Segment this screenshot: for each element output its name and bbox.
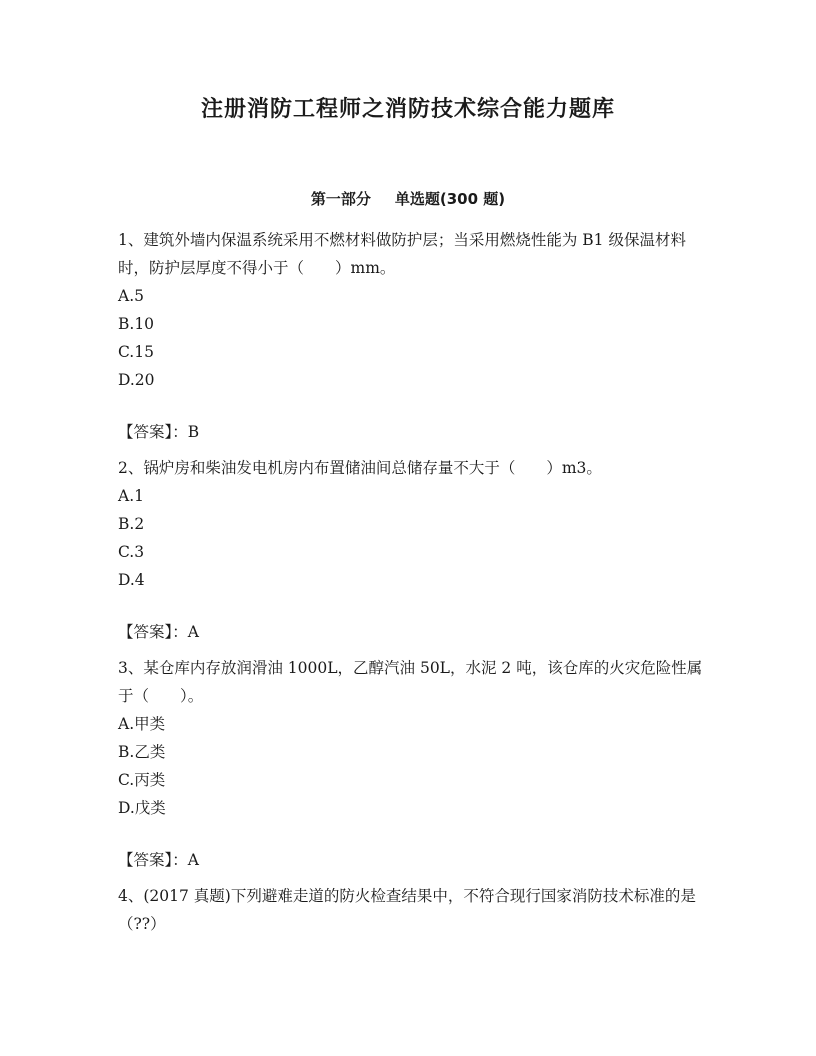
- option-a: A.甲类: [118, 715, 166, 733]
- section-part: 第一部分: [310, 190, 371, 208]
- answer-line: 【答案】：A: [118, 623, 199, 641]
- question-text: 1、建筑外墙内保温系统采用不燃材料做防护层；当采用燃烧性能为 B1 级保温材料时，防护层厚度不得小于（ ）mm。: [118, 231, 686, 277]
- question-text: 3、某仓库内存放润滑油 1000L，乙醇汽油 50L，水泥 2 吨，该仓库的火灾危险性属于（ ）。: [118, 659, 703, 705]
- answer-line: 【答案】：A: [118, 851, 199, 869]
- option-b: B.2: [118, 515, 145, 533]
- option-c: C.15: [118, 343, 154, 361]
- answer-line: 【答案】：B: [118, 423, 200, 441]
- question-list: [118, 226, 708, 938]
- option-c: C.丙类: [118, 771, 166, 789]
- question-block-2: [118, 454, 708, 646]
- option-b: B.乙类: [118, 743, 166, 761]
- question-text: 4、(2017 真题)下列避难走道的防火检查结果中，不符合现行国家消防技术标准的是（??）: [118, 887, 696, 933]
- option-c: C.3: [118, 543, 145, 561]
- question-block-1: [118, 226, 708, 446]
- option-b: B.10: [118, 315, 155, 333]
- option-d: D.戊类: [118, 799, 166, 817]
- option-d: D.20: [118, 371, 155, 389]
- option-d: D.4: [118, 571, 145, 589]
- section-title: [0, 188, 816, 210]
- option-a: A.1: [118, 487, 144, 505]
- question-block-4: [118, 882, 708, 938]
- option-a: A.5: [118, 287, 144, 305]
- section-type: 单选题(300 题): [394, 190, 506, 208]
- document-title: 注册消防工程师之消防技术综合能力题库: [200, 97, 615, 122]
- question-block-3: [118, 654, 708, 874]
- question-text: 2、锅炉房和柴油发电机房内布置储油间总储存量不大于（ ）m3。: [118, 459, 602, 477]
